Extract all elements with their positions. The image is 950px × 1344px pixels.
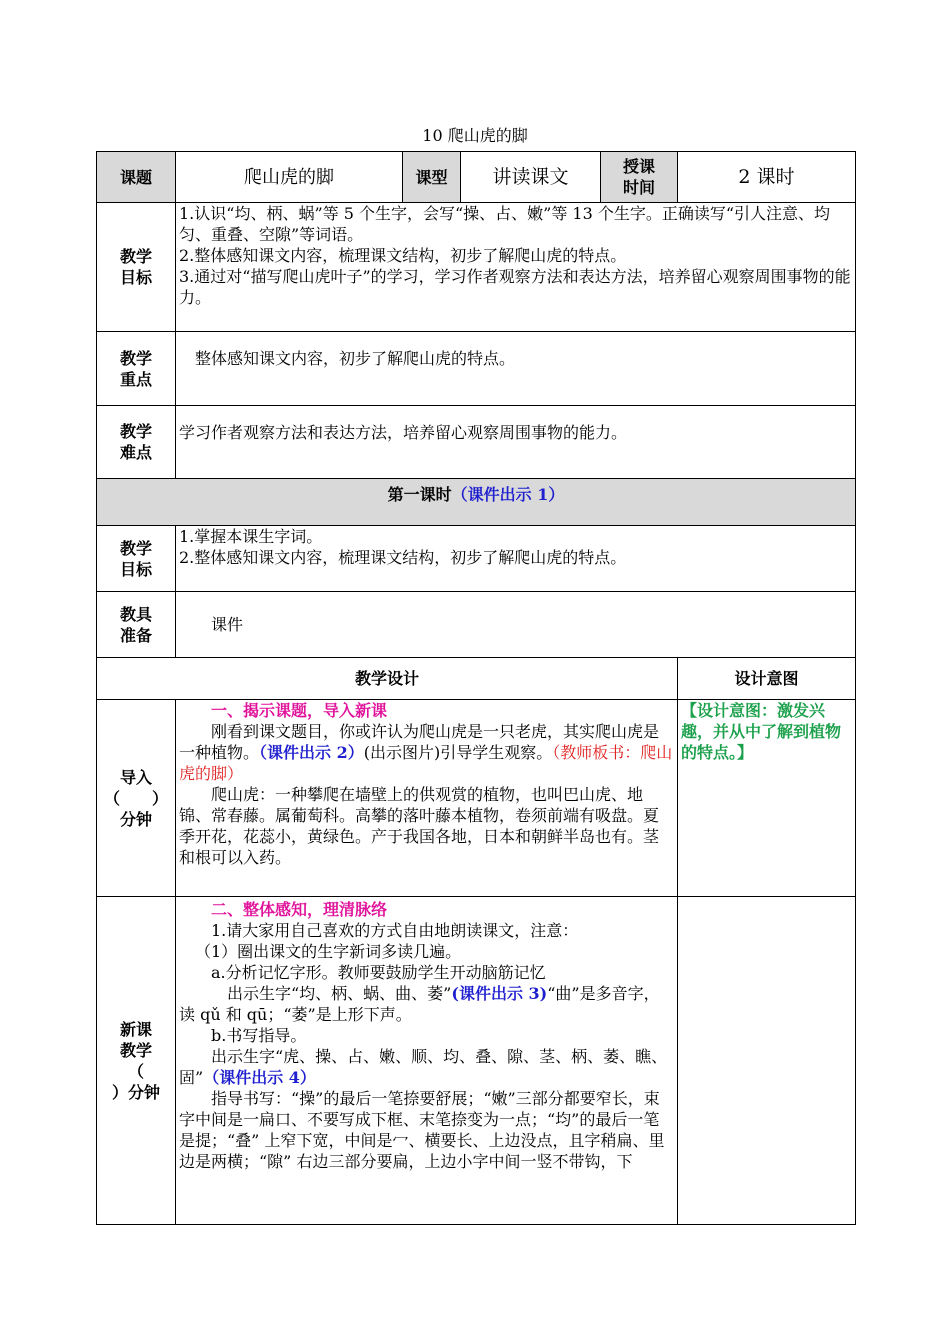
intro-heading: 一、揭示课题，导入新课: [211, 701, 388, 720]
intro-para1-cont: (出示图片)引导学生观察。: [363, 743, 553, 762]
document-title: 10 爬山虎的脚: [422, 126, 528, 145]
tools-label-line1: 教具: [119, 604, 152, 624]
intent-header: 设计意图: [678, 658, 856, 700]
newlesson-label: [97, 897, 176, 1225]
difficulties-label: [97, 406, 176, 479]
lesson1-title: 第一课时: [387, 485, 452, 504]
goals-row: [97, 203, 856, 332]
lesson1-goal-2: 2.整体感知课文内容，梳理课文结构，初步了解爬山虎的特点。: [179, 548, 627, 567]
intro-label-line1: 导入: [119, 767, 152, 787]
tools-value: 课件: [211, 615, 244, 634]
key-points-label: [97, 332, 176, 406]
goal-line-3: 3.通过对“描写爬山虎叶子”的学习，学习作者观察方法和表达方法，培养留心观察周围事物的能力。: [179, 267, 851, 307]
tools-content: [176, 592, 856, 658]
tools-label: [97, 592, 176, 658]
lesson1-goal-1: 1.掌握本课生字词。: [179, 527, 323, 546]
goals-label-line1: 教学: [119, 247, 152, 266]
type-value: 讲读课文: [461, 152, 601, 203]
lesson1-title-note: （课件出示 1）: [451, 485, 565, 504]
goals-label: [97, 203, 176, 332]
time-value: 2 课时: [678, 152, 856, 203]
time-label-line1: 授课: [622, 157, 655, 176]
intro-para1-text: 刚看到课文题目，你或许认为爬山虎是一只老虎，其实爬山虎是一种植物。: [179, 722, 660, 762]
intro-intent: 【设计意图：激发兴趣，并从中了解到植物的特点。】: [681, 701, 842, 762]
lesson1-banner: [97, 479, 856, 526]
intro-label-line2: （ ）: [103, 788, 168, 808]
intro-label-line3: 分钟: [119, 809, 152, 829]
goal-line-2: 2.整体感知课文内容，梳理课文结构，初步了解爬山虎的特点。: [179, 246, 627, 265]
type-label: 课型: [403, 152, 461, 203]
newlesson-row: [97, 897, 856, 1225]
newlesson-p5: b.书写指导。: [211, 1026, 307, 1045]
intro-board-note: （教师板书：爬山虎的脚）: [179, 743, 673, 783]
goals-content: [176, 203, 856, 332]
intro-para2: 爬山虎：一种攀爬在墙壁上的供观赏的植物，也叫巴山虎、地锦、常春藤。属葡萄科。高攀的落叶藤本植物，卷须前端有吸盘。夏季开花，花蕊小，黄绿色。产于我国各地，日本和朝鲜半岛也有。茎和根可以入药。: [179, 785, 660, 867]
lesson1-goals-label-line2: 目标: [119, 559, 152, 579]
newlesson-label-line1: 新课: [119, 1019, 152, 1039]
newlesson-p7: 指导书写：“操”的最后一笔捺要舒展；“嫩”三部分都要窄长，束字中间是一扁口、不要写成下框、末笔捺变为一点；“均”的最后一笔是提；“叠” 上窄下宽，中间是冖、横要长、上边没点，且字稍扁、里边是两横；“隙” 右边三部分要扁，上边小字中间一竖不带钩，下: [179, 1089, 665, 1171]
lesson1-goals-content: [176, 526, 856, 592]
intro-courseware-2: （课件出示 2）: [259, 743, 364, 762]
topic-value: 爬山虎的脚: [176, 152, 403, 203]
lesson1-goals-label: [97, 526, 176, 592]
newlesson-p4-text: 出示生字“均、柄、蜗、曲、萎”: [227, 984, 452, 1003]
tools-row: [97, 592, 856, 658]
key-points-label-line2: 重点: [119, 369, 152, 389]
tools-label-line2: 准备: [119, 625, 152, 645]
time-label: [601, 152, 678, 203]
lesson1-goals-row: [97, 526, 856, 592]
intro-intent-cell: [678, 700, 856, 897]
newlesson-p6-text: 出示生字“虎、操、占、嫩、顺、均、叠、隙、茎、柄、萎、瞧、固”: [179, 1047, 668, 1087]
newlesson-p1: 1.请大家用自己喜欢的方式自由地朗读课文，注意：: [211, 921, 579, 940]
design-header-row: [97, 658, 856, 700]
newlesson-label-line3: （: [127, 1061, 144, 1081]
newlesson-p6: [179, 1046, 674, 1088]
newlesson-courseware-4: （课件出示 4）: [203, 1068, 316, 1087]
difficulties-label-line1: 教学: [119, 422, 152, 441]
key-points-content: [176, 332, 856, 406]
difficulties-text: 学习作者观察方法和表达方法，培养留心观察周围事物的能力。: [179, 423, 628, 442]
header-row: [97, 152, 856, 203]
newlesson-label-line2: 教学: [119, 1040, 152, 1060]
goals-label-line2: 目标: [119, 268, 152, 287]
topic-label: 课题: [97, 152, 176, 203]
newlesson-content: [176, 897, 678, 1225]
difficulties-label-line2: 难点: [119, 443, 152, 462]
newlesson-p2: （1）圈出课文的生字新词多读几遍。: [195, 942, 462, 961]
intro-para1: [179, 721, 674, 784]
lesson-plan-table: [96, 151, 856, 1225]
intro-row: [97, 700, 856, 897]
goal-line-1: 1.认识“均、柄、蜗”等 5 个生字，会写“操、占、嫩”等 13 个生字。正确读写“引人注意、均匀、重叠、空隙”等词语。: [179, 204, 831, 244]
lesson1-goals-label-line1: 教学: [119, 538, 152, 558]
newlesson-intent-cell: [678, 897, 856, 1225]
design-header: 教学设计: [97, 658, 678, 700]
newlesson-p3: a.分析记忆字形。教师要鼓励学生开动脑筋记忆: [211, 963, 546, 982]
difficulties-row: [97, 406, 856, 479]
newlesson-p4: [179, 983, 674, 1025]
key-points-row: [97, 332, 856, 406]
difficulties-content: [176, 406, 856, 479]
time-label-line2: 时间: [622, 178, 655, 197]
lesson1-banner-row: [97, 479, 856, 526]
newlesson-heading: 二、整体感知，理清脉络: [211, 900, 388, 919]
intro-label: [97, 700, 176, 897]
key-points-text: 整体感知课文内容，初步了解爬山虎的特点。: [195, 349, 516, 368]
newlesson-courseware-3: (课件出示 3): [451, 984, 548, 1003]
newlesson-label-line4: ）分钟: [111, 1082, 160, 1102]
newlesson-p4-cont: “曲”是多音字，读 qǔ 和 qū；“萎”是上形下声。: [179, 984, 660, 1024]
intro-content: [176, 700, 678, 897]
key-points-label-line1: 教学: [119, 348, 152, 368]
